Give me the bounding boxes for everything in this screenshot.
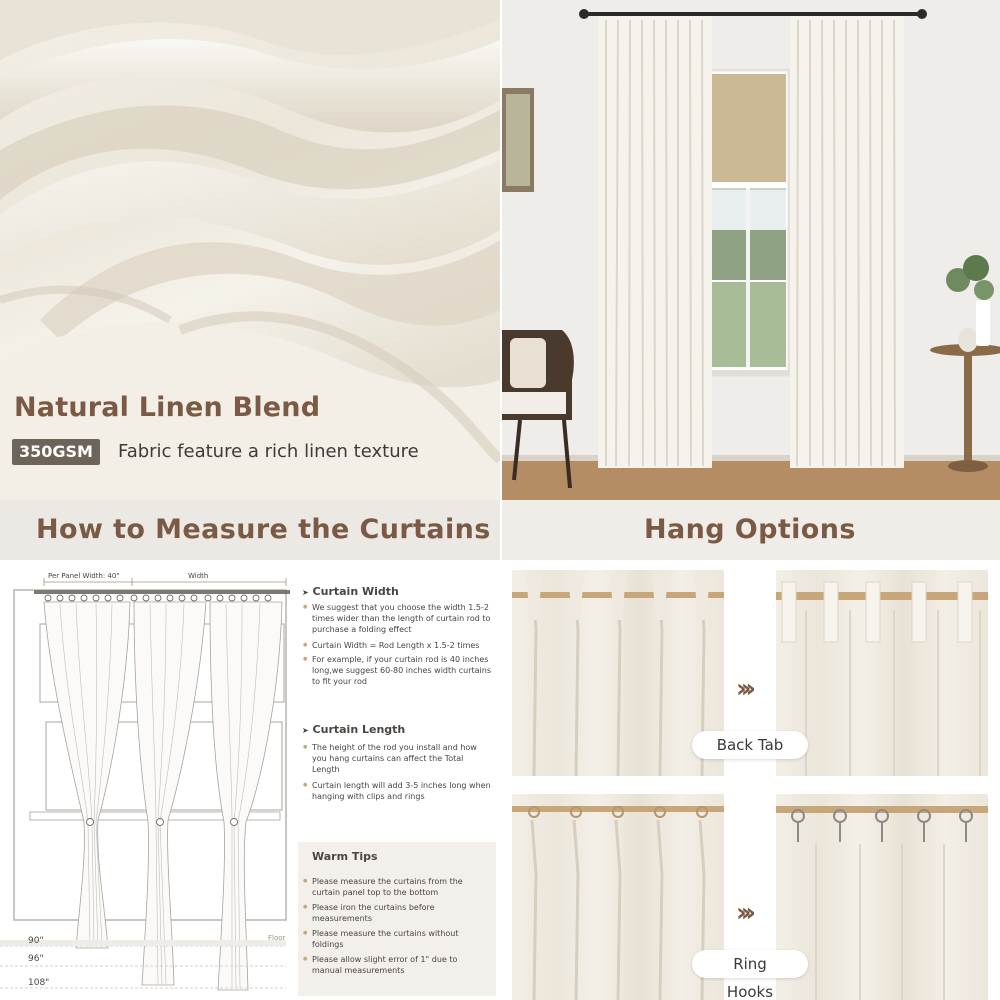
length-label-90: 90": [28, 936, 44, 946]
warm-tip-2: ● Please iron the curtains before measurements: [303, 902, 483, 924]
width-label: Width: [188, 572, 209, 580]
ring-hooks-image: [776, 794, 988, 1000]
warm-tip-3: ● Please measure the curtains without foldings: [303, 928, 483, 950]
curtain-length-tip-2: ● Curtain length will add 3-5 inches long when hanging with clips and rings: [303, 780, 493, 802]
linen-fabric-folds-image: [0, 0, 500, 500]
warm-tips-heading: Warm Tips: [312, 850, 378, 863]
chevron-right-icon: ›››: [736, 898, 751, 928]
curtain-width-heading: ➤ Curtain Width: [302, 585, 399, 598]
floor-label: Floor: [268, 934, 286, 942]
per-panel-width-label: Per Panel Width: 40": [48, 572, 120, 580]
curtain-length-heading: ➤ Curtain Length: [302, 723, 406, 736]
ring-hooks-option[interactable]: Ring Hooks: [692, 950, 808, 978]
curtain-measurement-diagram: [0, 560, 300, 1000]
back-tab-option[interactable]: Back Tab: [692, 731, 808, 759]
gsm-badge: 350GSM: [12, 439, 100, 465]
arrow-right-icon: ➤: [302, 726, 309, 735]
warm-tip-1: ● Please measure the curtains from the curtain panel top to the bottom: [303, 876, 483, 898]
ring-hooks-swatch: [776, 794, 988, 1000]
curtain-length-tip-1: ● The height of the rod you install and how you hang curtains can affect the Total Length: [303, 742, 493, 775]
curtain-width-tip-2: ● Curtain Width = Rod Length x 1.5-2 times: [303, 640, 495, 651]
length-label-96: 96": [28, 954, 44, 964]
fabric-caption: Fabric feature a rich linen texture: [118, 441, 419, 462]
fabric-title: Natural Linen Blend: [14, 392, 321, 423]
curtain-width-tip-3: ● For example, if your curtain rod is 40 inches long,we suggest 60-80 inches width curtains to fit your rod: [303, 654, 495, 687]
arrow-right-icon: ➤: [302, 588, 309, 597]
hang-options-panel: [502, 560, 1000, 1000]
warm-tip-4: ● Please allow slight error of 1" due to manual measurements: [303, 954, 483, 976]
chevron-right-icon: ›››: [736, 674, 751, 704]
warm-tips-box: [298, 842, 496, 996]
fabric-closeup-panel: [0, 0, 500, 500]
measure-section-title: How to Measure the Curtains: [36, 514, 491, 545]
room-photo-panel: [502, 0, 1000, 500]
curtain-width-tip-1: ● We suggest that you choose the width 1.5-2 times wider than the length of curtain rod to purchase a folding effect: [303, 602, 495, 635]
length-label-108: 108": [28, 978, 50, 988]
hang-section-title: Hang Options: [644, 514, 856, 545]
room-with-curtains-image: [502, 0, 1000, 500]
